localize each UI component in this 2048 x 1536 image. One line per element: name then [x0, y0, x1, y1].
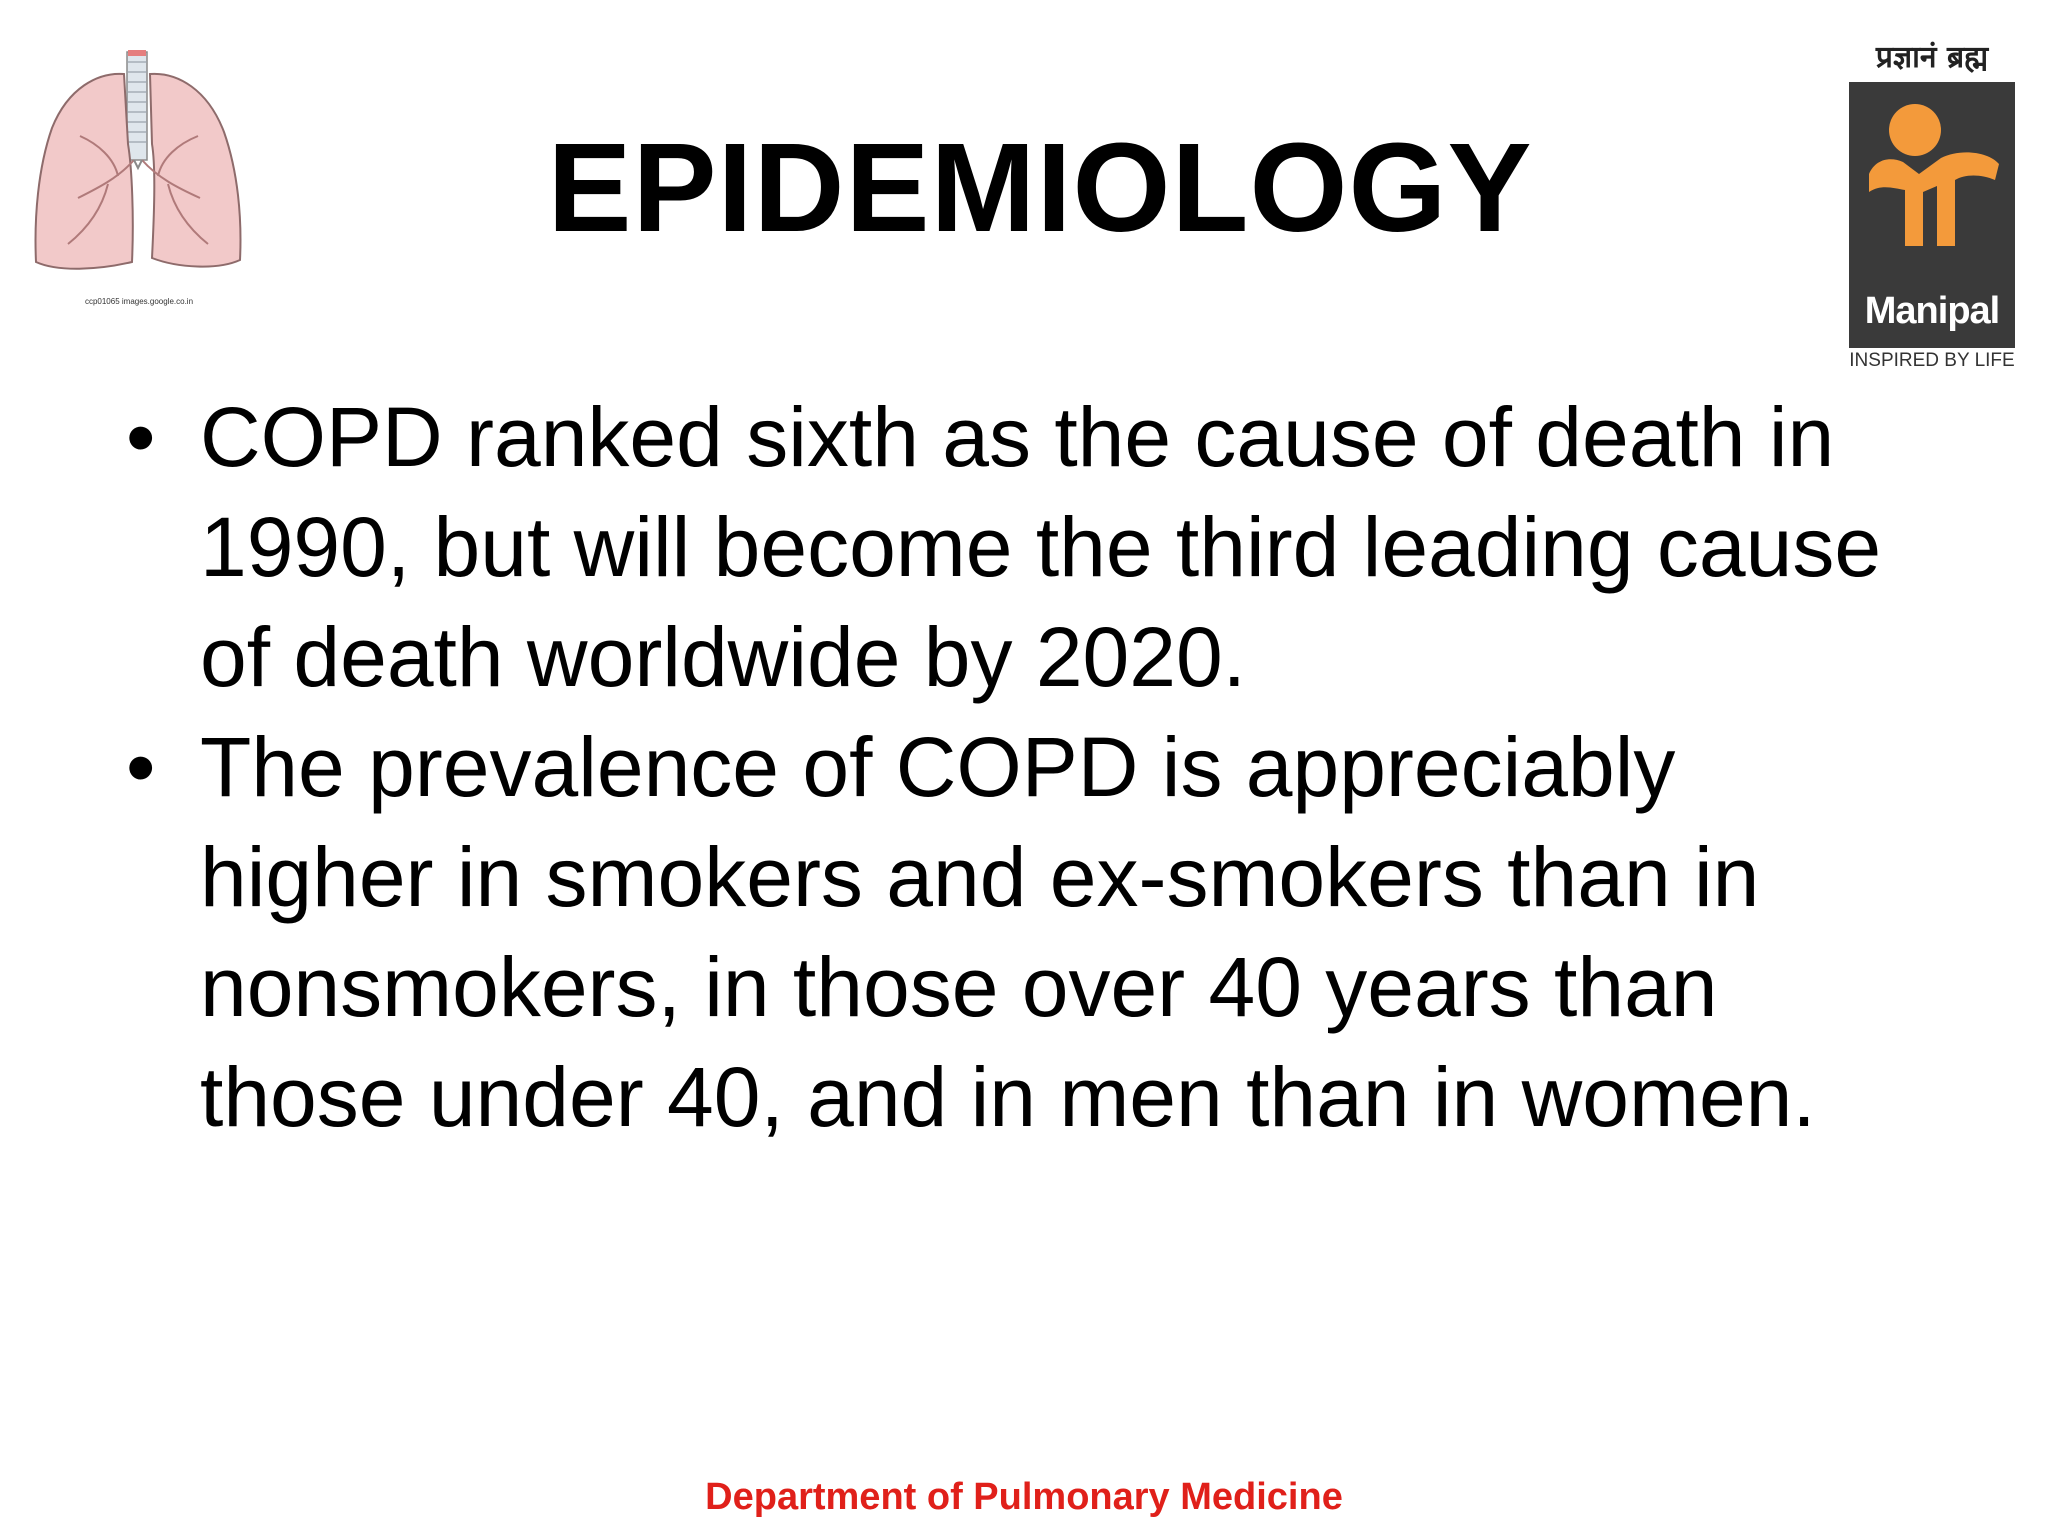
manipal-figure-icon [1849, 82, 2015, 282]
logo-name: Manipal [1864, 290, 2000, 332]
lungs-icon [28, 48, 250, 288]
lungs-image-caption: ccp01065 images.google.co.in [84, 297, 194, 306]
bullet-text: COPD ranked sixth as the cause of death in 1990, but will become the third leading cause of death worldwide by 2020. [200, 390, 1882, 704]
bullet-text: The prevalence of COPD is appreciably higher in smokers and ex-smokers than in nonsmokers, in those over 40 years than those under 40, and in men than in women. [200, 720, 1816, 1144]
logo-hindi-motto: प्रज्ञानं ब्रह्म [1875, 40, 1989, 75]
bullet-item [120, 712, 1920, 1152]
bullet-marker: • [126, 720, 156, 814]
lungs-illustration [28, 48, 250, 306]
bullet-list [120, 382, 1920, 1152]
logo-tagline: INSPIRED BY LIFE [1849, 350, 2015, 371]
bullet-marker: • [126, 390, 156, 484]
bullet-item [120, 382, 1920, 712]
footer-department: Department of Pulmonary Medicine [705, 1476, 1343, 1518]
manipal-logo [1844, 38, 2020, 371]
logo-box [1849, 82, 2015, 348]
slide-title: EPIDEMIOLOGY [547, 117, 1533, 258]
